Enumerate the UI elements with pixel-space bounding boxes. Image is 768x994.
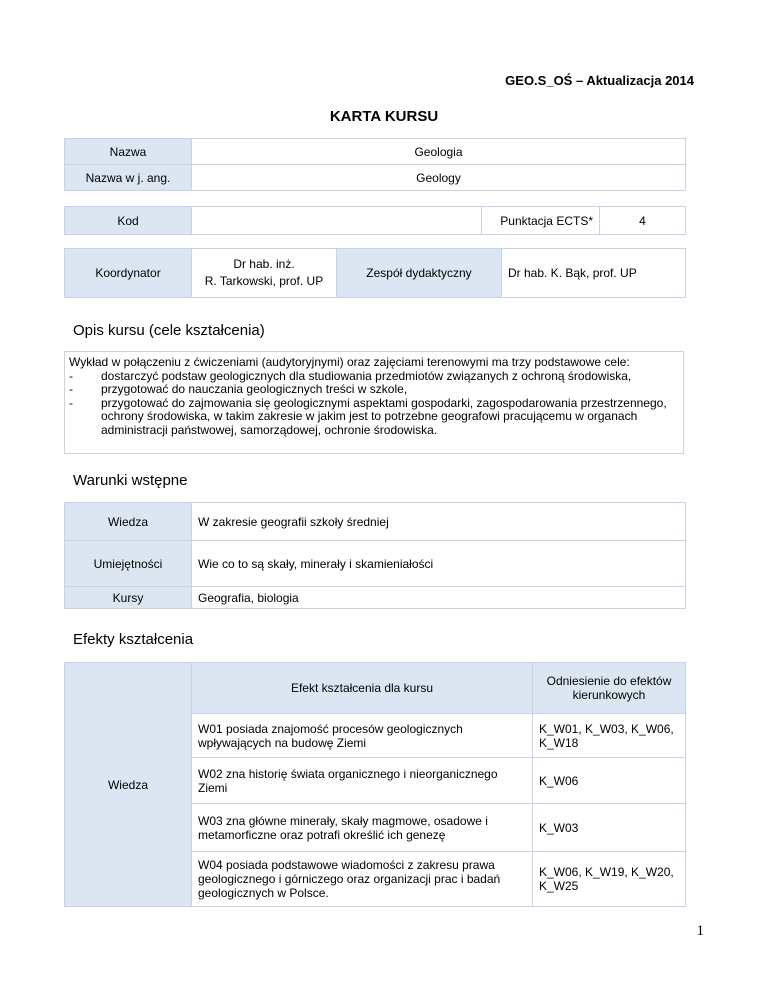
outcomes-category: Wiedza <box>65 663 192 907</box>
outcomes-heading: Efekty kształcenia <box>73 631 194 648</box>
prerequisites-table <box>64 502 686 609</box>
outcomes-table <box>64 662 686 907</box>
prereq-value: Geografia, biologia <box>192 587 686 609</box>
coordinator-value <box>192 249 337 298</box>
outcome-effect: W02 zna historię świata organicznego i nieorganicznego Ziemi <box>192 758 533 804</box>
outcome-effect: W03 zna główne minerały, skały magmowe, osadowe i metamorficzne oraz potrafi określić ich genezę <box>192 804 533 852</box>
description-item-text: przygotować do nauczania geologicznych treści w szkole, <box>101 382 408 396</box>
code-ects-table <box>64 206 686 235</box>
coordinator-table <box>64 248 686 298</box>
description-item-text: dostarczyć podstaw geologicznych dla studiowania przedmiotów związanych z ochroną środowiska, <box>101 368 632 383</box>
page-number: 1 <box>696 923 704 939</box>
prereq-label: Kursy <box>65 587 192 609</box>
name-en-value: Geology <box>192 165 686 191</box>
ects-value: 4 <box>600 207 686 235</box>
prereq-value: Wie co to są skały, minerały i skamieniałości <box>192 541 686 587</box>
name-value: Geologia <box>192 139 686 165</box>
description-intro: Wykład w połączeniu z ćwiczeniami (audytoryjnymi) oraz zajęciami terenowymi ma trzy podstawowe cele: <box>69 355 630 369</box>
team-value: Dr hab. K. Bąk, prof. UP <box>502 249 686 298</box>
outcomes-col-ref: Odniesienie do efektów kierunkowych <box>533 663 686 714</box>
description-item: - dostarczyć podstaw geologicznych dla studiowania przedmiotów związanych z ochroną środowiska, <box>69 368 632 383</box>
outcome-ref: K_W06 <box>533 758 686 804</box>
ects-label: Punktacja ECTS* <box>482 207 600 235</box>
prereq-value: W zakresie geografii szkoły średniej <box>192 503 686 541</box>
coordinator-line-2: R. Tarkowski, prof. UP <box>204 274 324 288</box>
prereq-label: Wiedza <box>65 503 192 541</box>
coordinator-line-1: Dr hab. inż. <box>233 257 295 271</box>
outcome-ref: K_W03 <box>533 804 686 852</box>
code-value <box>192 207 482 235</box>
description-item-text: przygotować do zajmowania się geologicznymi aspektami gospodarki, zagospodarowania przestrzennego, ochrony środowiska, w takim zakresie w jakim jest to potrzebne geografowi pracującemu w organach administracji państwowej, samorządowej, ochronie środowiska. <box>101 395 667 437</box>
coordinator-label: Koordynator <box>65 249 192 298</box>
course-name-table <box>64 138 686 191</box>
name-label: Nazwa <box>65 139 192 165</box>
page-title: KARTA KURSU <box>329 108 439 125</box>
prerequisites-heading: Warunki wstępne <box>73 472 188 489</box>
name-en-label: Nazwa w j. ang. <box>65 165 192 191</box>
code-label: Kod <box>65 207 192 235</box>
team-label: Zespół dydaktyczny <box>337 249 502 298</box>
prereq-label: Umiejętności <box>65 541 192 587</box>
outcome-effect: W01 posiada znajomość procesów geologicznych wpływających na budowę Ziemi <box>192 714 533 758</box>
outcomes-col-effect: Efekt kształcenia dla kursu <box>192 663 533 714</box>
description-item: - przygotować do nauczania geologicznych treści w szkole, <box>69 382 408 396</box>
description-item: - przygotować do zajmowania się geologicznymi aspektami gospodarki, zagospodarowania przestrzennego, ochrony środowiska, w takim zakresie w jakim jest to potrzebne geografowi pracującemu w organach administracji państwowej, samorządowej, ochronie środowiska. <box>69 397 683 438</box>
description-heading: Opis kursu (cele kształcenia) <box>73 322 265 339</box>
description-box <box>64 351 684 454</box>
outcome-ref: K_W01, K_W03, K_W06, K_W18 <box>533 714 686 758</box>
outcome-effect: W04 posiada podstawowe wiadomości z zakresu prawa geologicznego i górniczego oraz organizacji prac i badań geologicznych w Polsce. <box>192 852 533 907</box>
document-code: GEO.S_OŚ – Aktualizacja 2014 <box>505 73 694 88</box>
outcome-ref: K_W06, K_W19, K_W20, K_W25 <box>533 852 686 907</box>
